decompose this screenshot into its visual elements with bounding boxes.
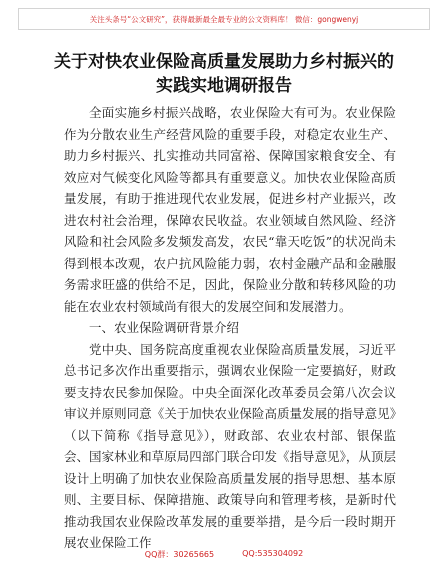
document-body (64, 102, 396, 554)
intro-paragraph: 全面实施乡村振兴战略，农业保险大有可为。农业保险作为分散农业生产经营风险的重要手段，对稳定农业生产、助力乡村振兴、扎实推动共同富裕、保障国家粮食安全、有效应对气候变化风险等都具有重要意义。加快农业保险高质量发展，有助于推进现代农业发展，促进乡村产业振兴，改进农村社会治理，保障农民收益。农业领域自然风险、经济风险和社会风险多发频发高发，农民“靠天吃饭”的状况尚未得到根本改观，农户抗风险能力弱，农村金融产品和金融服务需求旺盛的供给不足，因此，保险业分散和转移风险的功能在农业农村领域尚有很大的发展空间和发展潜力。 (64, 105, 396, 314)
section-heading: 一、农业保险调研背景介绍 (89, 320, 240, 335)
footer-qq: QQ:535304092 (242, 549, 304, 558)
footer-contact (0, 549, 448, 560)
background-paragraph: 党中央、国务院高度重视农业保险高质量发展，习近平总书记多次作出重要指示，强调农业保险一定要搞好，财政要支持农民参加保险。中央全面深化改革委员会第八次会议审议并原则同意《关于加快农业保险高质量发展的指导意见》（以下简称《指导意见》），财政部、农业农村部、银保监会、国家林业和草原局四部门联合印发《指导意见》，从顶层设计上明确了加快农业保险高质量发展的指导思想、基本原则、主要目标、保障措施、政策导向和管理考核，是新时代推动我国农业保险改革发展的重要举措，是今后一段时期开展农业保险工作 (64, 341, 396, 550)
document-title (30, 50, 418, 98)
document-title-line-1: 关于对快农业保险高质量发展助力乡村振兴的 (54, 52, 394, 72)
footer-qq-group: QQ群：30265665 (144, 550, 215, 559)
promo-banner (18, 8, 430, 30)
document-title-line-2: 实践实地调研报告 (156, 76, 292, 96)
promo-banner-text: 关注头条号“公文研究”，获得最新最全最专业的公文资料库！ 微信：gongwenyj (89, 14, 359, 24)
